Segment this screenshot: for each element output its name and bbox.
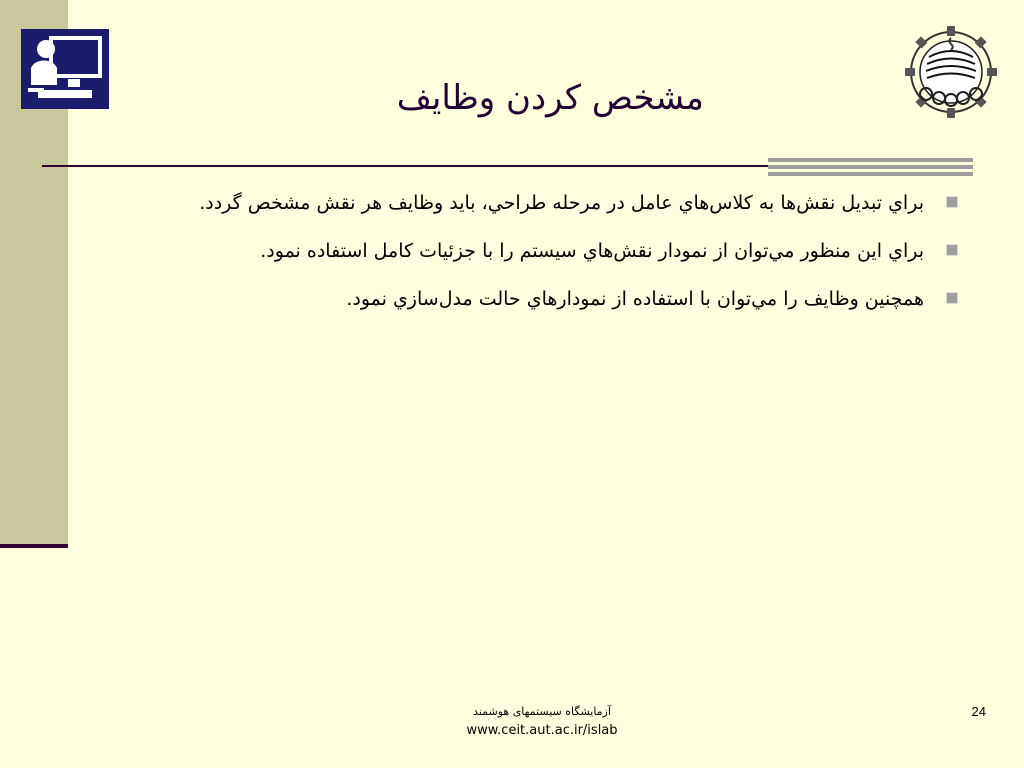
bullet-item (128, 232, 964, 270)
square-bullet-icon (946, 244, 958, 256)
title-rule-accent (768, 158, 973, 176)
footer-url: www.ceit.aut.ac.ir/islab (466, 723, 618, 738)
footer-lab-name: آزمایشگاه سیستمهای هوشمند (473, 705, 611, 718)
footer-center (412, 703, 672, 741)
bullet-item (128, 280, 964, 318)
square-bullet-icon (946, 292, 958, 304)
left-band-rule (0, 544, 68, 548)
bullet-item (128, 184, 964, 222)
bullet-text: براي اين منظور مي‌توان از نمودار نقش‌هاي سيستم را با جزئيات كامل استفاده نمود. (260, 240, 924, 262)
page-number: 24 (971, 704, 986, 719)
university-emblem-icon (905, 26, 997, 118)
bullet-text: براي تبديل نقش‌ها به كلاس‌هاي عامل در مرحله طراحي، بايد وظايف هر نقش مشخص گردد. (199, 192, 924, 214)
bullet-list (128, 184, 964, 328)
square-bullet-icon (946, 196, 958, 208)
computer-user-icon (21, 29, 109, 109)
bullet-text: همچنين وظايف را مي‌توان با استفاده از نمودارهاي حالت مدل‌سازي نمود. (346, 288, 924, 310)
title-rule (42, 165, 768, 167)
slide-title: مشخص كردن وظايف (396, 78, 704, 118)
